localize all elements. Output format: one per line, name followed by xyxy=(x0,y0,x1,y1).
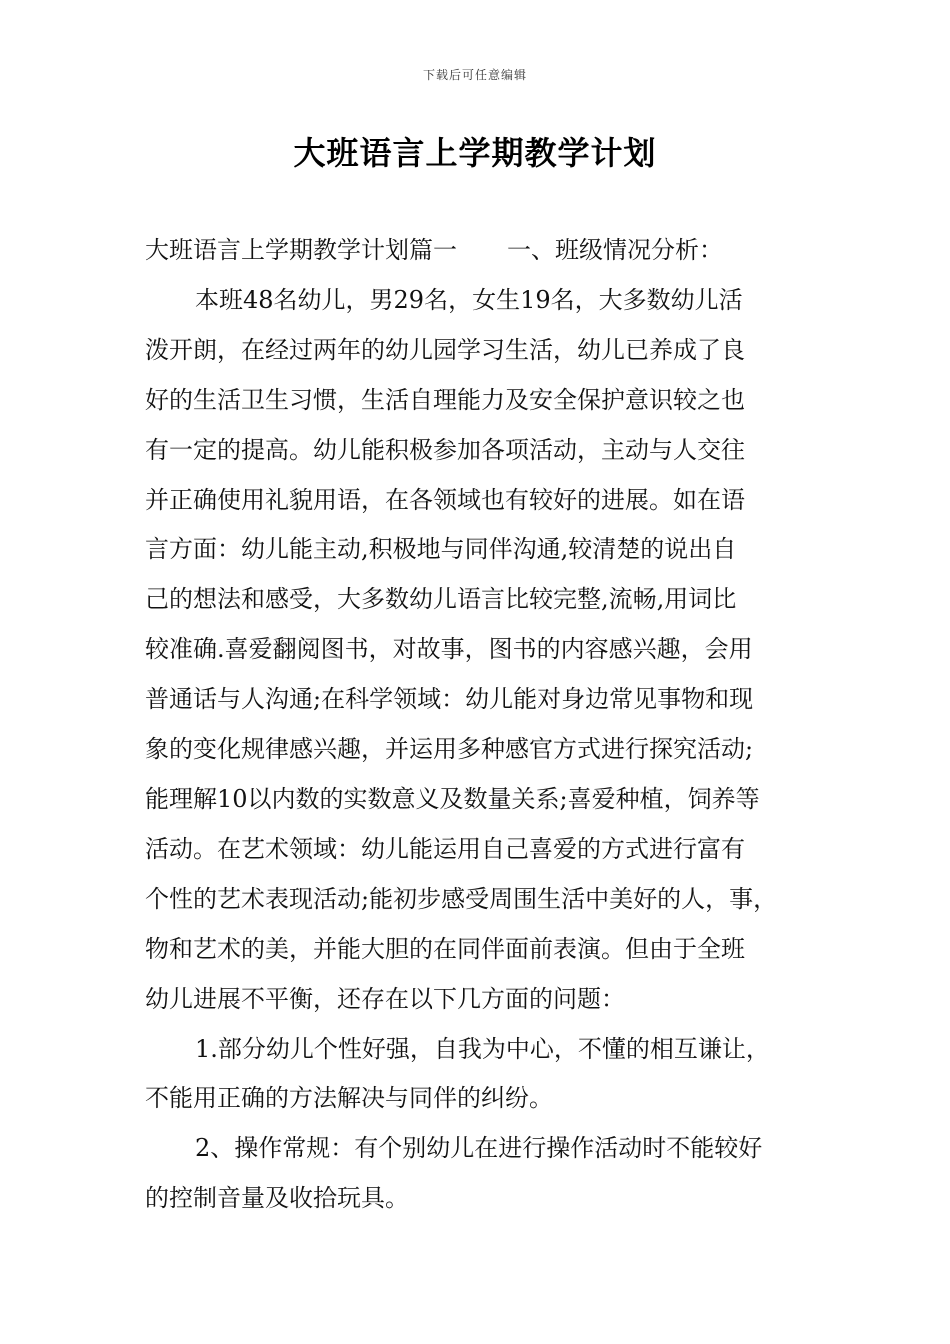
paragraph-line: 并正确使用礼貌用语，在各领域也有较好的进展。如在语 xyxy=(145,485,745,514)
paragraph-line: 较准确.喜爱翻阅图书，对故事，图书的内容感兴趣，会用 xyxy=(145,635,753,664)
section-heading-right: 一、班级情况分析： xyxy=(507,236,723,264)
paragraph-line: 泼开朗，在经过两年的幼儿园学习生活，幼儿已养成了良 xyxy=(145,335,745,364)
list-item-line: 不能用正确的方法解决与同伴的纠纷。 xyxy=(145,1084,553,1113)
paragraph-line: 好的生活卫生习惯，生活自理能力及安全保护意识较之也 xyxy=(145,385,745,414)
paragraph-line: 言方面：幼儿能主动,积极地与同伴沟通,较清楚的说出自 xyxy=(145,535,737,564)
list-item-line: 的控制音量及收拾玩具。 xyxy=(145,1184,409,1213)
paragraph-line: 普通话与人沟通;在科学领域：幼儿能对身边常见事物和现 xyxy=(145,685,754,714)
paragraph-line: 象的变化规律感兴趣，并运用多种感官方式进行探究活动; xyxy=(145,735,754,764)
paragraph-line: 个性的艺术表现活动;能初步感受周围生活中美好的人，事， xyxy=(145,884,778,913)
paragraph-line: 能理解10以内数的实数意义及数量关系;喜爱种植，饲养等 xyxy=(145,784,760,813)
paragraph-line: 幼儿进展不平衡，还存在以下几方面的问题： xyxy=(145,984,625,1013)
paragraph-line: 物和艺术的美，并能大胆的在同伴面前表演。但由于全班 xyxy=(145,934,745,963)
list-item-line: 1.部分幼儿个性好强，自我为中心，不懂的相互谦让， xyxy=(195,1034,770,1063)
section-heading-left: 大班语言上学期教学计划篇一 xyxy=(145,236,457,264)
paragraph-line: 活动。在艺术领域：幼儿能运用自己喜爱的方式进行富有 xyxy=(145,834,745,863)
paragraph-line: 己的想法和感受，大多数幼儿语言比较完整,流畅,用词比 xyxy=(145,585,737,614)
lead-line xyxy=(145,226,825,276)
document-title: 大班语言上学期教学计划 xyxy=(293,134,657,172)
document-body xyxy=(145,226,825,1224)
header-note: 下载后可任意编辑 xyxy=(422,68,527,82)
list-item-line: 2、操作常规：有个别幼儿在进行操作活动时不能较好 xyxy=(195,1134,763,1163)
paragraph-line: 本班48名幼儿，男29名，女生19名，大多数幼儿活 xyxy=(195,285,743,314)
paragraph-line: 有一定的提高。幼儿能积极参加各项活动，主动与人交往 xyxy=(145,435,745,464)
